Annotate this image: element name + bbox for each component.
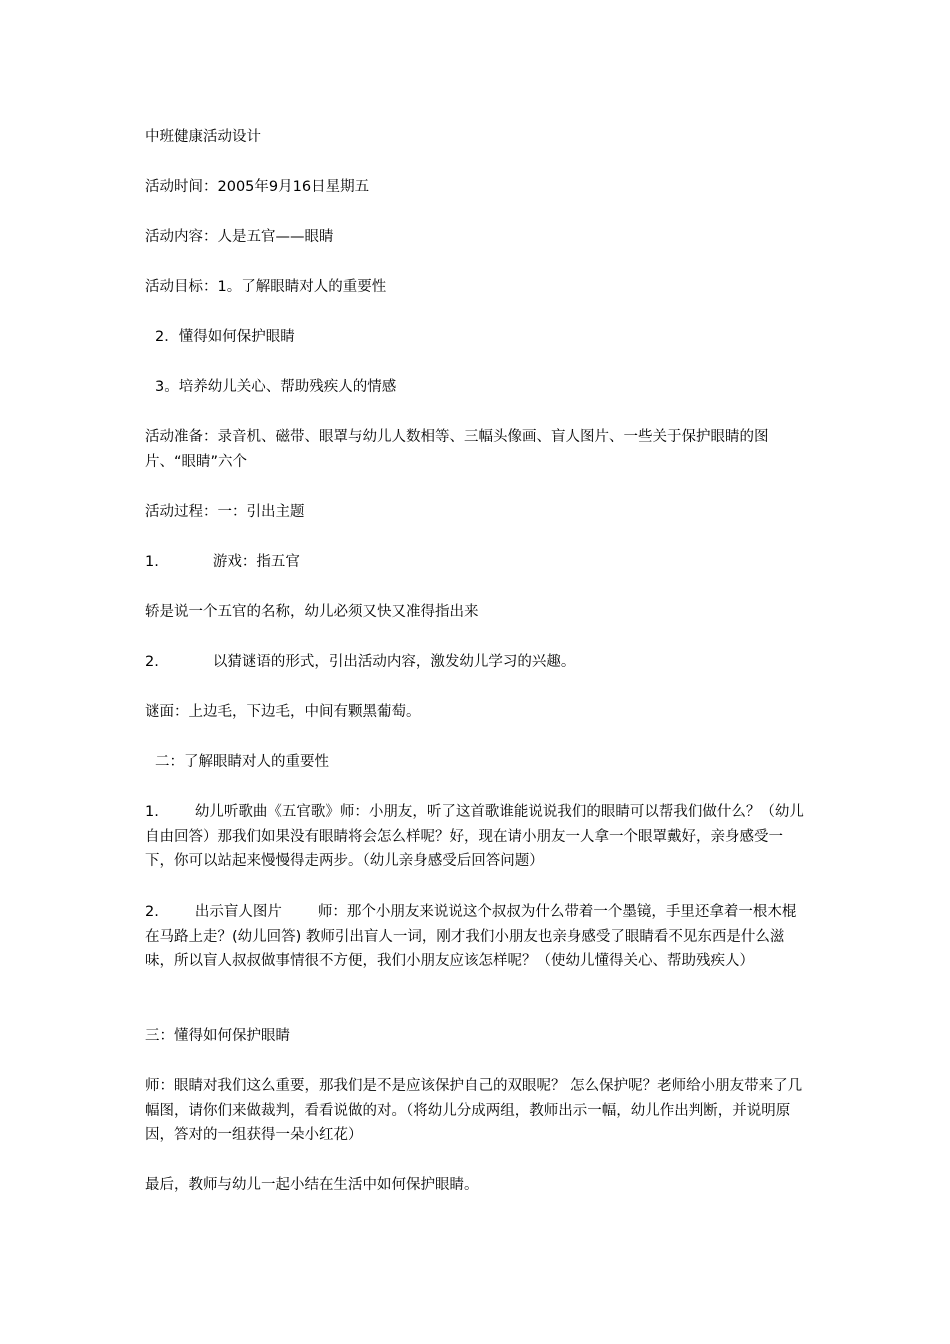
part3-heading: 三：懂得如何保护眼睛 [145, 1028, 290, 1044]
activity-goals [145, 275, 810, 300]
step-number: 2. [145, 654, 159, 670]
goals-label: 活动目标： [145, 279, 218, 295]
step-number: 1. [145, 804, 159, 820]
step-text: 师：那个小朋友来说说这个叔叔为什么带着一个墨镜，手里还拿着一根木棍在马路上走？(幼儿回答) 教师引出盲人一词，刚才我们小朋友也亲身感受了眼睛看不见东西是什么滋味，所以盲人叔叔做事情很不方便，我们小朋友应该怎样呢？（使幼儿懂得关心、帮助残疾人） [145, 904, 797, 969]
conclusion: 最后，教师与幼儿一起小结在生活中如何保护眼睛。 [145, 1177, 479, 1193]
document-title: 中班健康活动设计 [145, 129, 261, 145]
goal-item-2: 2．懂得如何保护眼睛 [155, 329, 295, 345]
part2-step1 [145, 800, 810, 874]
step-text: 以猜谜语的形式，引出活动内容，激发幼儿学习的兴趣。 [212, 654, 576, 670]
step-text: 幼儿听歌曲《五官歌》师：小朋友，听了这首歌谁能说说我们的眼睛可以帮我们做什么？（幼儿自由回答）那我们如果没有眼睛将会怎么样呢？好，现在请小朋友一人拿一个眼罩戴好，亲身感受一下，你可以站起来慢慢得走两步。（幼儿亲身感受后回答问题） [145, 804, 804, 869]
activity-time: 活动时间：2005年9月16日星期五 [145, 179, 370, 195]
process-heading: 活动过程：一：引出主题 [145, 504, 305, 520]
goal-item-3: 3。培养幼儿关心、帮助残疾人的情感 [155, 379, 397, 395]
step-number: 2. [145, 904, 159, 920]
activity-content: 活动内容：人是五官——眼睛 [145, 229, 334, 245]
goal-item-1: 1。了解眼睛对人的重要性 [217, 279, 387, 295]
part2-heading: 二：了解眼睛对人的重要性 [155, 754, 329, 770]
step-text: 游戏：指五官 [212, 554, 300, 570]
part3-body: 师：眼睛对我们这么重要，那我们是不是应该保护自己的双眼呢？ 怎么保护呢？老师给小朋友带来了几幅图，请你们来做裁判，看看说做的对。（将幼儿分成两组，教师出示一幅，幼儿作出判断，并说明原因，答对的一组获得一朵小红花） [145, 1078, 803, 1143]
part1-step2 [145, 650, 810, 675]
part2-step2 [145, 900, 810, 974]
activity-preparation: 活动准备：录音机、磁带、眼罩与幼儿人数相等、三幅头像画、盲人图片、一些关于保护眼睛的图片、“眼睛”六个 [145, 429, 769, 470]
part1-step1-description: 轿是说一个五官的名称，幼儿必须又快又准得指出来 [145, 604, 479, 620]
step-label: 出示盲人图片 [194, 904, 282, 920]
part1-step1 [145, 550, 810, 575]
step-number: 1. [145, 554, 159, 570]
riddle: 谜面：上边毛，下边毛，中间有颗黑葡萄。 [145, 704, 421, 720]
